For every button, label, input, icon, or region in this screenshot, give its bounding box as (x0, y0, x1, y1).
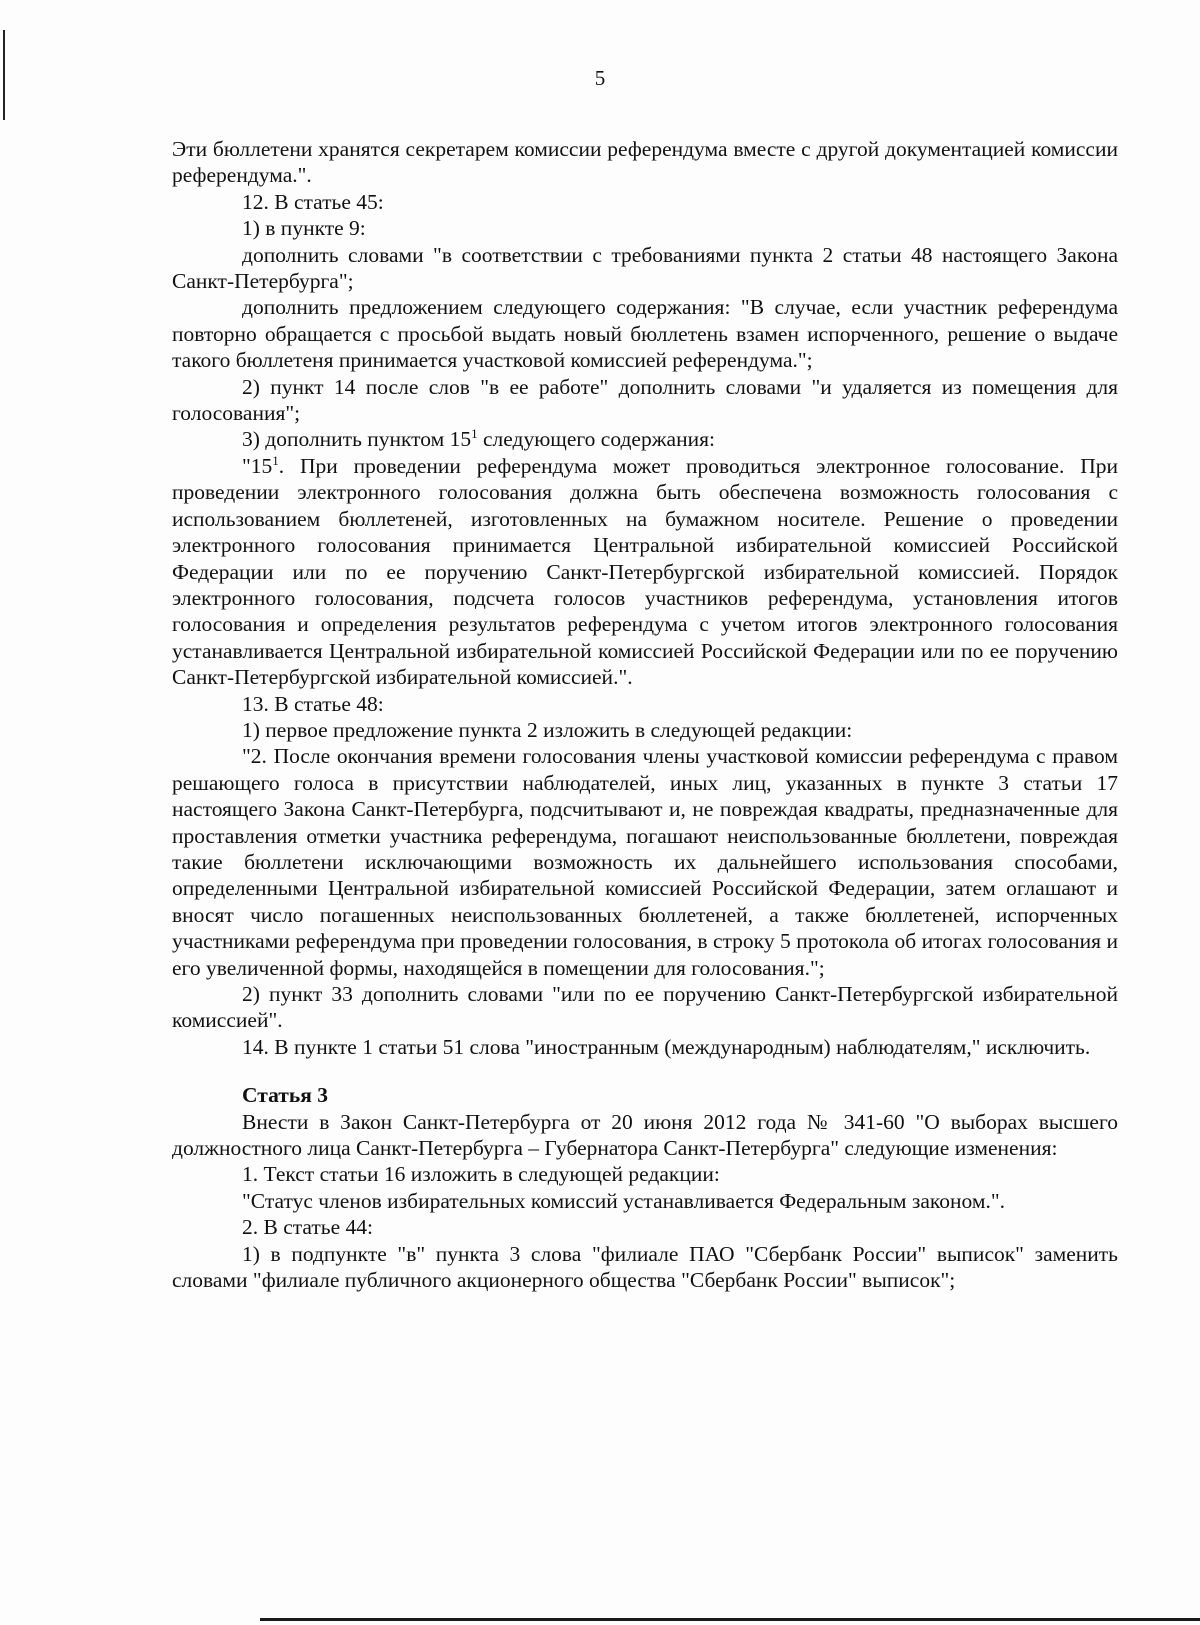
paragraph-text: . При проведении референдума может проводиться электронное голосование. При проведении электронного голосования должна быть обеспечена возможность голосования с использованием бюллетеней, изготовленных на бумажном носителе. Решение о проведении электронного голосования принимается Центральной избирательной комиссией Российской Федерации или по ее поручению Санкт-Петербургской избирательной комиссией. Порядок электронного голосования, подсчета голосов участников референдума, установления итогов голосования и определения результатов референдума с учетом итогов электронного голосования устанавливается Центральной избирательной комиссией Российской Федерации или по ее поручению Санкт-Петербургской избирательной комиссией.". (172, 453, 1118, 690)
paragraph: 2) пункт 14 после слов "в ее работе" дополнить словами "и удаляется из помещения для голосования"; (172, 374, 1118, 426)
paragraph-text: "15 (242, 453, 273, 478)
paragraph (172, 453, 1118, 691)
superscript: 1 (471, 426, 478, 442)
paragraph: дополнить словами "в соответствии с требованиями пункта 2 статьи 48 настоящего Закона Санкт-Петербурга"; (172, 242, 1118, 294)
paragraph: 2. В статье 44: (242, 1215, 373, 1240)
scan-edge-line (260, 1618, 1200, 1621)
paragraph: 2) пункт 33 дополнить словами "или по ее поручению Санкт-Петербургской избирательной комиссией". (172, 982, 1118, 1033)
paragraph: дополнить предложением следующего содержания: "В случае, если участник референдума повторно обращается с просьбой выдать новый бюллетень взамен испорченного, решение о выдаче такого бюллетеня принимается участковой комиссией референдума."; (172, 295, 1118, 373)
paragraph: 1) в пункте 9: (242, 216, 366, 241)
paragraph: 1. Текст статьи 16 изложить в следующей редакции: (242, 1162, 720, 1187)
paragraph-text: следующего содержания: (477, 427, 715, 452)
superscript: 1 (272, 452, 279, 468)
page-number: 5 (594, 66, 606, 90)
document-body (172, 136, 1118, 1293)
paragraph: "2. После окончания времени голосования члены участковой комиссии референдума с правом решающего голоса в присутствии наблюдателей, иных лиц, указанных в пункте 3 статьи 17 настоящего Закона Санкт-Петербурга, подсчитывают и, не повреждая квадраты, предназначенные для проставления отметки участника референдума, погашают неиспользованные бюллетени, повреждая такие бюллетени исключающими возможность их дальнейшего использования способами, определенными Центральной избирательной комиссией Российской Федерации, затем оглашают и вносят число погашенных неиспользованных бюллетеней, а также бюллетеней, испорченных участниками референдума при проведении голосования, в строку 5 протокола об итогах голосования и его увеличенной формы, находящейся в помещении для голосования."; (172, 744, 1118, 980)
article-heading: Статья 3 (242, 1083, 328, 1108)
paragraph: 1) первое предложение пункта 2 изложить в следующей редакции: (242, 717, 853, 742)
paragraph-text: 3) дополнить пунктом 15 (242, 427, 472, 452)
paragraph: 12. В статье 45: (242, 189, 384, 214)
paragraph: Внести в Закон Санкт-Петербурга от 20 июня 2012 года № 341-60 "О выборах высшего должностного лица Санкт-Петербурга – Губернатора Санкт-Петербурга" следующие изменения: (172, 1109, 1118, 1161)
paragraph: "Статус членов избирательных комиссий устанавливается Федеральным законом.". (242, 1188, 1005, 1213)
paragraph (172, 426, 1118, 452)
paragraph: 1) в подпункте "в" пункта 3 слова "филиале ПАО "Сбербанк России" выписок" заменить словами "филиале публичного акционерного общества "Сбербанк России" выписок"; (172, 1241, 1118, 1293)
paragraph: 14. В пункте 1 статьи 51 слова "иностранным (международным) наблюдателям," исключить. (242, 1034, 1091, 1059)
paragraph: Эти бюллетени хранятся секретарем комиссии референдума вместе с другой документацией комиссии референдума.". (172, 137, 1118, 188)
paragraph: 13. В статье 48: (242, 691, 384, 716)
